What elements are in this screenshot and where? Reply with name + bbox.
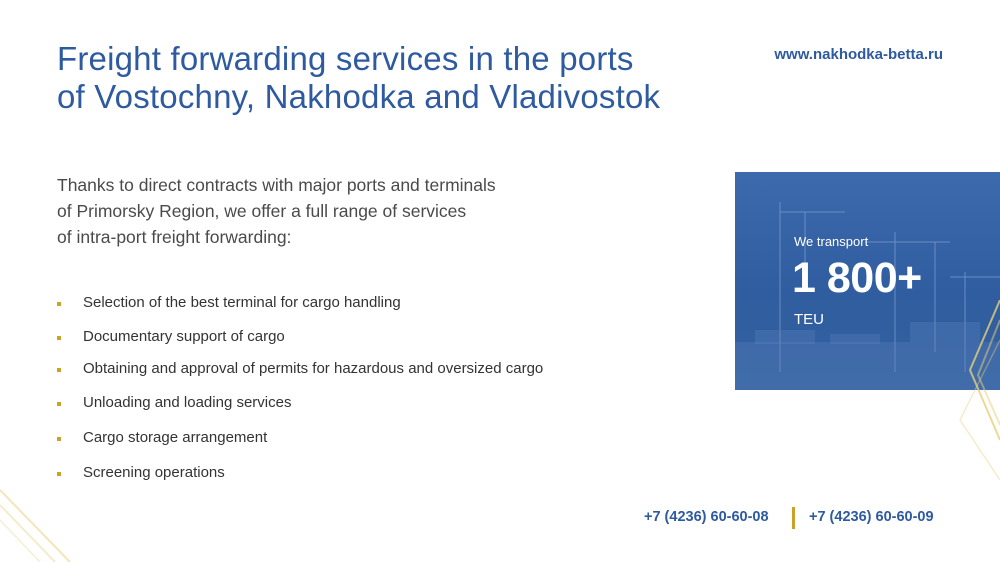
bullet-square-icon: [57, 368, 61, 372]
bullet-square-icon: [57, 402, 61, 406]
intro-line-2: of Primorsky Region, we offer a full range of services: [57, 201, 467, 221]
contact-phones: [640, 507, 943, 531]
bullet-square-icon: [57, 302, 61, 306]
bullet-square-icon: [57, 437, 61, 441]
gold-line-decoration: [0, 480, 90, 562]
phone-number-1[interactable]: +7 (4236) 60-60-08: [644, 509, 769, 525]
bullet-square-icon: [57, 472, 61, 476]
intro-line-1: Thanks to direct contracts with major ports and terminals: [57, 175, 496, 195]
service-label: Screening operations: [83, 464, 225, 481]
title-line-2: of Vostochny, Nakhodka and Vladivostok: [57, 78, 661, 115]
service-label: Selection of the best terminal for cargo handling: [83, 294, 401, 311]
page-title: [57, 40, 737, 116]
bullet-square-icon: [57, 336, 61, 340]
intro-paragraph: [57, 172, 617, 250]
stat-unit: TEU: [794, 311, 824, 328]
website-link[interactable]: www.nakhodka-betta.ru: [774, 46, 943, 63]
service-label: Obtaining and approval of permits for hazardous and oversized cargo: [83, 360, 544, 377]
intro-line-3: of intra-port freight forwarding:: [57, 227, 292, 247]
divider: [792, 507, 795, 529]
service-label: Documentary support of cargo: [83, 328, 285, 345]
stat-label: We transport: [794, 234, 869, 249]
service-label: Cargo storage arrangement: [83, 429, 268, 446]
stat-value: 1 800+: [792, 254, 922, 302]
gold-line-decoration: [930, 300, 1000, 480]
phone-number-2[interactable]: +7 (4236) 60-60-09: [809, 509, 934, 525]
title-line-1: Freight forwarding services in the ports: [57, 40, 634, 77]
service-label: Unloading and loading services: [83, 394, 292, 411]
